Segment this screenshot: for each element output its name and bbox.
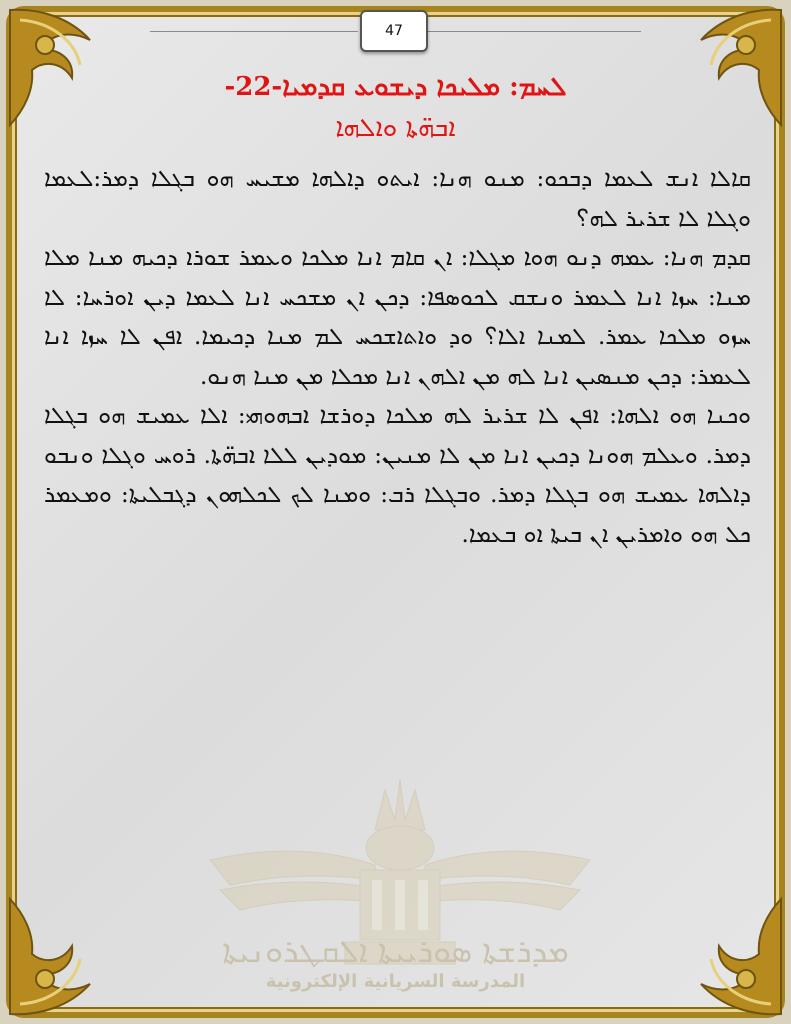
paragraph: ܘܟܢܐ ܗܘ ܐܠܗܐ: ܐܦܢ ܠܐ ܫܪܝܪ ܠܗ ܡܠܟܐ ܕܘܪܫܐ ܐܒܗܘܗܝ: ܐܠܐ ܥܡܝܫ ܗܘ ܒܓܠܐ ܕܡܪ. ܘܥܠܡ ܗܘܢܐ ܕܟܝܢ ܐܢܐ ܡܢ ܠܐ ܡܢܝܢ: ܡܘܕܝܢ ܠܠܐ ܐܒܗ̈ܬܐ. ܪܘܚ ܘܓܠܐ ܘܢܒܘ ܕܐܠܗܐ ܥܡܝܫ ܗܘ ܒܓܠܐ ܕܡܪ. ܘܒܓܠܐ ܪܒ: ܘܡܢܐ ܠܟ ܠܟܠܗܘܢ ܕܓܒܠܝܬܐ: ܘܡܥܡܪ ܟܠ ܗܘ ܘܐܡܪܝܢ ܐܢ ܒܝܬܐ ܐܘ ܒܥܡܐ.: [44, 403, 751, 548]
body-text: [44, 160, 751, 555]
school-name-syriac: ܡܕܪܫܬܐ ܣܘܪܝܝܬܐ ܐܠܩܛܪܘܢܝܬܐ: [222, 932, 569, 970]
header-rule-left: [150, 31, 358, 32]
paragraph: ܩܐܠܐ ܐܢܫ ܠܥܡܐ ܕܒܟܘ: ܡܢܘ ܗܢܐ: ܐܝܬܘ ܕܐܠܗܐ ܡܫܝܚ ܗܘ ܒܓܠܐ ܕܡܪ:ܠܥܡܐ ܘܓܠܐ ܠܐ ܫܪܝܪ ܠܗ؟: [44, 166, 751, 232]
school-name-arabic: المدرسة السريانية الإلكترونية: [265, 971, 526, 992]
lesson-title: ܠܚܡ: ܡܠܝܟܐ ܕܝܫܘܥ ܩܕܡܝܐ-22-: [224, 72, 567, 102]
header-rule-right: [426, 31, 641, 32]
page-number: 47: [360, 10, 428, 52]
lesson-subtitle: ܐܒܗ̈ܬܐ ܘܐܠܗܐ: [335, 113, 456, 143]
paragraph: ܩܕܡ ܗܢܐ: ܥܡܗ ܕܢܘ ܗܘܐ ܡܓܠܐ: ܐܢ ܩܐܡ ܐܢܐ ܡܠܟܐ ܘܥܡܪ ܫܘܪܐ ܕܟܝܗ ܡܢܐ ܡܠܐ ܡܢܐ: ܚܙܐ ܐܢܐ ܠܥܡܪ ܘܢܫܩ ܠܟܘܣܦܐ: ܕܟܢ ܐܢ ܡܫܟܚ ܐܢܐ ܠܥܡܐ ܕܝܢ ܐܘܪܚܐ: ܠܐ ܚܙܘ ܡܠܟܐ ܥܡܪ. ܠܡܢܐ ܐܠܐ؟ ܘܕ ܘܐܬܐܫܟܚ ܠܡ ܡܢܐ ܕܟܝܡܐ. ܐܦܢ ܠܐ ܚܙܐ ܐܢܐ ܠܥܡܪ: ܕܟܢ ܡܢܣܝܢ ܐܢܐ ܠܗ ܡܢ ܐܠܗܢ ܐܢܐ ܡܟܠܐ ܡܢ ܡܢܐ ܗܢܘ.: [44, 245, 751, 390]
